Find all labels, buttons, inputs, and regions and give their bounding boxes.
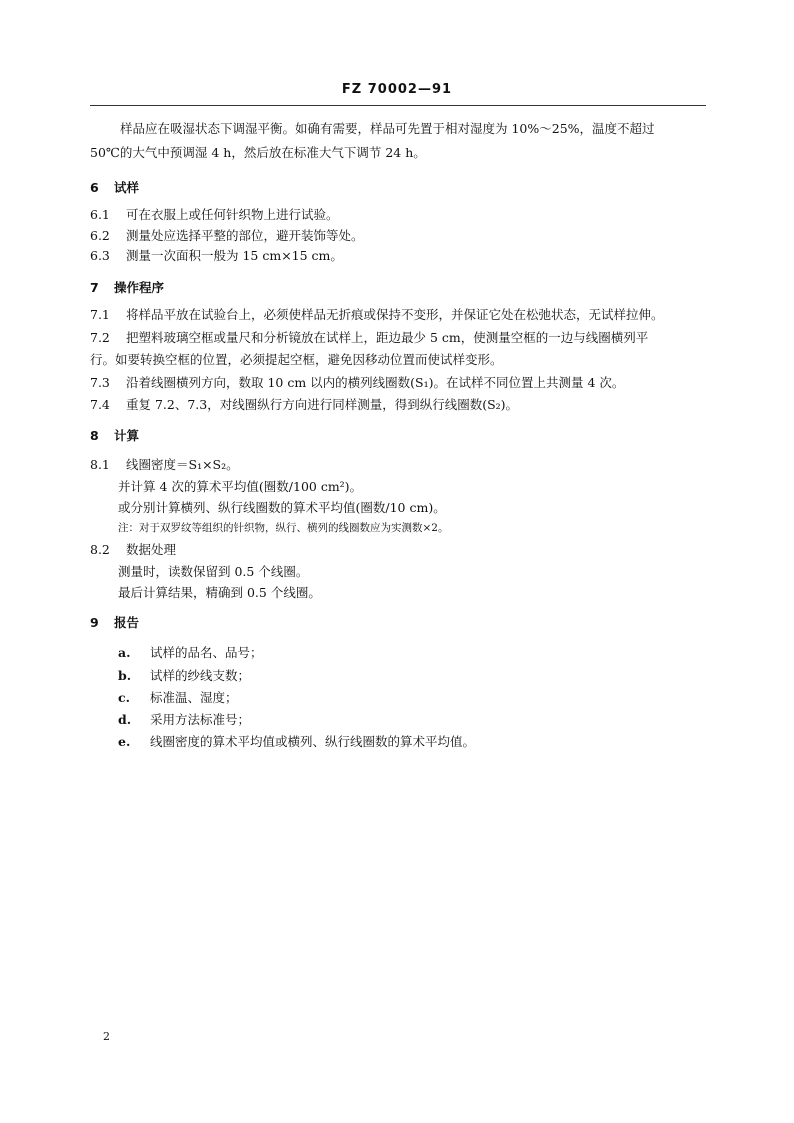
item-text: 采用方法标准号； [150,712,251,727]
report-item-b [118,668,250,684]
section-8-heading [90,428,139,444]
section-title: 操作程序 [114,280,165,295]
clause-8-1-note: 注：对于双罗纹等组织的针织物，纵行、横列的线圈数应为实测数×2。 [118,522,449,534]
clause-6-1 [90,207,339,223]
clause-number: 7.2 [90,330,110,345]
report-item-e [118,734,475,750]
section-number: 6 [90,180,99,195]
clause-text: 沿着线圈横列方向，数取 10 cm 以内的横列线圈数(S₁)。在试样不同位置上共测量 4 次。 [126,375,625,390]
item-text: 标准温、湿度； [150,690,238,705]
clause-number: 7.1 [90,307,110,322]
item-text: 线圈密度的算术平均值或横列、纵行线圈数的算术平均值。 [150,734,476,749]
clause-8-2-line-3: 最后计算结果，精确到 0.5 个线圈。 [118,585,321,600]
section-title: 试样 [114,180,140,195]
clause-number: 8.2 [90,542,110,557]
section-7-heading [90,280,164,296]
item-label: e. [118,734,131,749]
section-number: 8 [90,428,99,443]
report-item-d [118,712,250,728]
clause-8-2-line-2: 测量时，读数保留到 0.5 个线圈。 [118,564,309,579]
clause-number: 6.1 [90,207,110,222]
section-number: 7 [90,280,99,295]
section-title: 计算 [114,428,140,443]
clause-7-1 [90,307,664,323]
clause-8-1 [90,457,239,473]
clause-8-2 [90,542,176,558]
clause-text: 测量处应选择平整的部位，避开装饰等处。 [126,228,364,243]
item-text: 试样的纱线支数； [150,668,251,683]
clause-number: 7.4 [90,397,110,412]
item-label: d. [118,712,132,727]
clause-text: 线圈密度＝S₁×S₂。 [126,457,239,472]
clause-text: 可在衣服上或任何针织物上进行试验。 [126,207,339,222]
standard-code-header: FZ 70002—91 [341,82,453,97]
report-item-c [118,690,238,706]
clause-text: 测量一次面积一般为 15 cm×15 cm。 [126,248,343,263]
clause-7-4 [90,397,518,413]
header-rule [90,105,706,106]
clause-8-1-line-3: 或分别计算横列、纵行线圈数的算术平均值(圈数/10 cm)。 [118,500,446,515]
item-label: a. [118,645,131,660]
clause-number: 8.1 [90,457,110,472]
item-text: 试样的品名、品号； [150,645,263,660]
clause-7-3 [90,375,624,391]
clause-text: 把塑料玻璃空框或量尺和分析镜放在试样上，距边最少 5 cm，使测量空框的一边与线圈横列平 [126,330,649,345]
clause-7-2 [90,330,648,346]
clause-number: 6.3 [90,248,110,263]
item-label: b. [118,668,132,683]
clause-8-1-line-2: 并计算 4 次的算术平均值(圈数/100 cm²)。 [118,479,363,494]
clause-text: 将样品平放在试验台上，必须使样品无折痕或保持不变形，并保证它处在松弛状态，无试样拉伸。 [126,307,664,322]
section-6-heading [90,180,139,196]
clause-6-3 [90,248,343,264]
intro-line-1: 样品应在吸湿状态下调湿平衡。如确有需要，样品可先置于相对湿度为 10%～25%，温度不超过 [120,121,655,136]
clause-text: 数据处理 [126,542,177,557]
page-number: 2 [103,1030,110,1043]
clause-text: 重复 7.2、7.3，对线圈纵行方向进行同样测量，得到纵行线圈数(S₂)。 [126,397,519,412]
section-number: 9 [90,615,99,630]
clause-number: 6.2 [90,228,110,243]
clause-6-2 [90,228,364,244]
clause-number: 7.3 [90,375,110,390]
intro-line-2: 50℃的大气中预调湿 4 h，然后放在标准大气下调节 24 h。 [90,145,426,160]
report-item-a [118,645,263,661]
section-title: 报告 [114,615,140,630]
item-label: c. [118,690,130,705]
clause-7-2-continued: 行。如要转换空框的位置，必须提起空框，避免因移动位置而使试样变形。 [90,352,503,367]
section-9-heading [90,615,139,631]
